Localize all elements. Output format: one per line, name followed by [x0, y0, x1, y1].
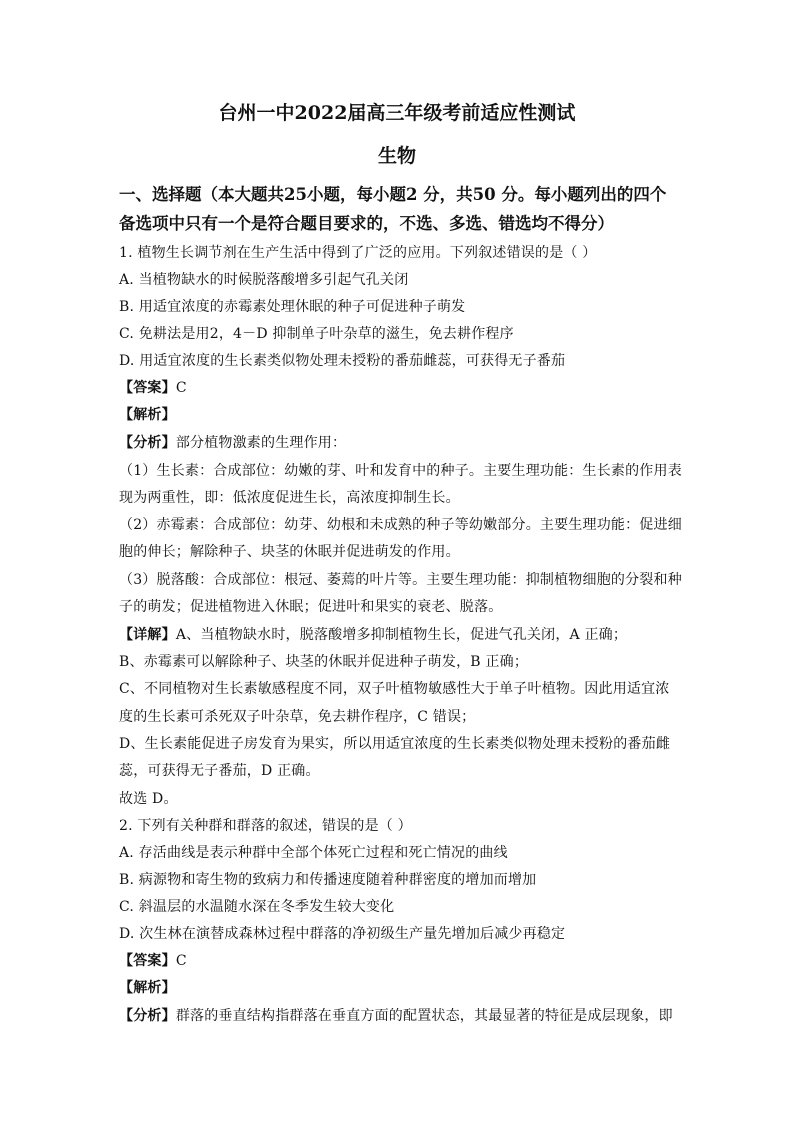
q2-fenxi-text: 群落的垂直结构指群落在垂直方面的配置状态，其最显著的特征是成层现象，即 — [175, 1008, 673, 1024]
q1-point-line: （1）生长素：合成部位：幼嫩的芽、叶和发育中的种子。主要生理功能：生长素的作用表 — [119, 463, 682, 479]
q1-fenxi-tag: 【分析】 — [119, 435, 176, 451]
q1-detail-line: C、不同植物对生长素敏感程度不同，双子叶植物敏感性大于单子叶植物。因此用适宜浓 — [119, 681, 670, 697]
q2-fenxi-line — [119, 1005, 673, 1025]
q1-point-line: （2）赤霉素：合成部位：幼芽、幼根和未成熟的种子等幼嫩部分。主要生理功能：促进细 — [119, 517, 682, 533]
q1-fenxi-text: 部分植物激素的生理作用： — [175, 435, 347, 451]
q1-answer: C — [175, 380, 187, 396]
q2-answer: C — [175, 953, 187, 969]
q1-detail-first: A、当植物缺水时，脱落酸增多抑制植物生长，促进气孔关闭，A 正确； — [175, 627, 628, 643]
section-heading-line-2: 备选项中只有一个是符合题目要求的，不选、多选、错选均不得分） — [119, 214, 614, 233]
subject-title: 生物 — [377, 145, 416, 167]
q1-option-d: D. 用适宜浓度的生长素类似物处理未授粉的番茄雌蕊，可获得无子番茄 — [119, 353, 566, 369]
q1-answer-line — [119, 377, 187, 397]
q2-option-b: B. 病源物和寄生物的致病力和传播速度随着种群密度的增加而增加 — [119, 872, 537, 888]
q1-option-b: B. 用适宜浓度的赤霉素处理休眠的种子可促进种子萌发 — [119, 299, 466, 315]
q1-point-line: 子的萌发；促进植物进入休眠；促进叶和果实的衰老、脱落。 — [119, 599, 503, 615]
q2-option-d: D. 次生林在演替成森林过程中群落的净初级生产量先增加后减少再稳定 — [119, 926, 566, 942]
q1-option-a: A. 当植物缺水的时候脱落酸增多引起气孔关闭 — [119, 272, 409, 288]
q1-fenxi-line — [119, 432, 346, 452]
q1-analysis-tag: 【解析】 — [119, 407, 176, 423]
q2-stem: 2. 下列有关种群和群落的叙述，错误的是（ ） — [119, 818, 412, 834]
q2-analysis-tag: 【解析】 — [119, 980, 176, 996]
exam-title: 台州一中2022届高三年级考前适应性测试 — [218, 102, 576, 124]
q1-point-line: 现为两重性，即：低浓度促进生长，高浓度抑制生长。 — [119, 490, 460, 506]
q1-detail-line: B、赤霉素可以解除种子、块茎的休眠并促进种子萌发，B 正确； — [119, 654, 529, 670]
q1-detail-tag: 【详解】 — [119, 627, 176, 643]
q1-detail-line: 蕊，可获得无子番茄，D 正确。 — [119, 763, 320, 779]
q2-answer-tag: 【答案】 — [119, 953, 176, 969]
q1-point-line: （3）脱落酸：合成部位：根冠、萎蔫的叶片等。主要生理功能：抑制植物细胞的分裂和种 — [119, 572, 682, 588]
q1-answer-tag: 【答案】 — [119, 380, 176, 396]
q1-stem: 1. 植物生长调节剂在生产生活中得到了广泛的应用。下列叙述错误的是（ ） — [119, 245, 597, 261]
q2-option-a: A. 存活曲线是表示种群中全部个体死亡过程和死亡情况的曲线 — [119, 845, 508, 861]
q2-option-c: C. 斜温层的水温随水深在冬季发生较大变化 — [119, 899, 395, 915]
q1-conclusion: 故选 D。 — [119, 791, 178, 807]
q2-fenxi-tag: 【分析】 — [119, 1008, 176, 1024]
section-heading-line-1: 一、选择题（本大题共25小题，每小题2 分，共50 分。每小题列出的四个 — [119, 185, 667, 204]
q1-point-line: 胞的伸长；解除种子、块茎的休眠并促进萌发的作用。 — [119, 544, 460, 560]
q1-detail-line: 度的生长素可杀死双子叶杂草，免去耕作程序，C 错误； — [119, 709, 476, 725]
q2-answer-line — [119, 950, 187, 970]
q1-detail-line: D、生长素能促进子房发育为果实，所以用适宜浓度的生长素类似物处理未授粉的番茄雌 — [119, 736, 671, 752]
q1-detail-first-line — [119, 624, 627, 644]
q1-option-c: C. 免耕法是用2，4－D 抑制单子叶杂草的滋生，免去耕作程序 — [119, 326, 514, 342]
